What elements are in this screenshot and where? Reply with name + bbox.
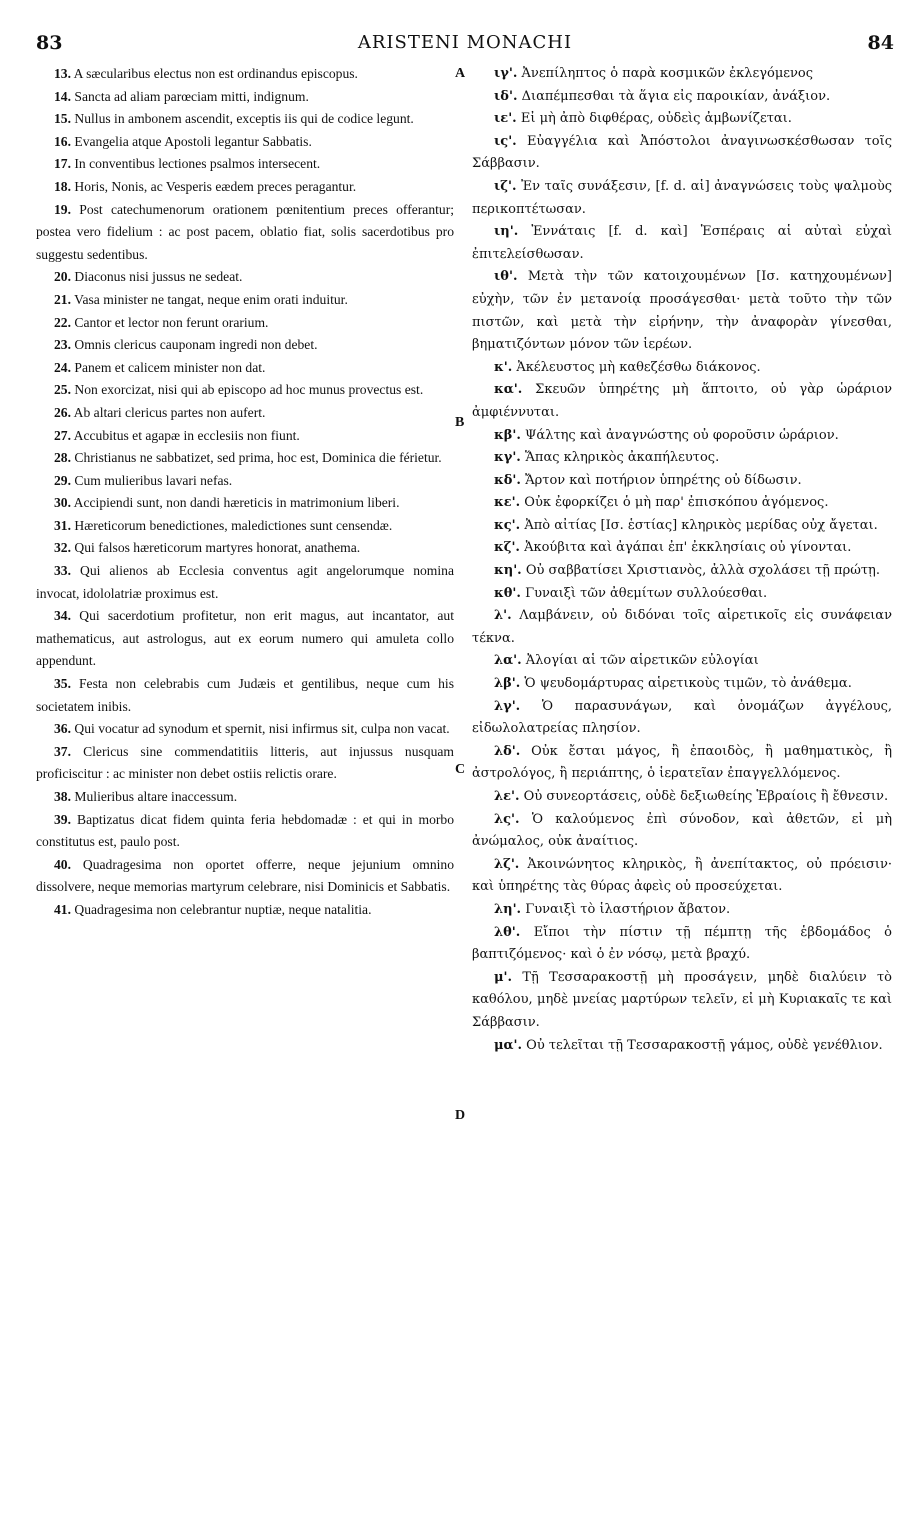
latin-canon-number: 39. xyxy=(54,811,71,827)
latin-canon-text: Ab altari clericus partes non aufert. xyxy=(73,404,266,420)
greek-canon-number: κη'. xyxy=(494,563,522,579)
greek-column xyxy=(472,63,892,1057)
greek-canon-number: λβ'. xyxy=(494,676,521,692)
greek-canon-21 xyxy=(472,696,892,741)
greek-canon-number: λη'. xyxy=(494,901,522,917)
greek-canon-text: Εἴποι τὴν πίστιν τῇ πέμπτῃ τῆς ἑβδομάδος ὁ βαπτιζόμενος· καὶ ὁ ἐν νόσῳ, μετὰ βραχύ. xyxy=(472,924,892,963)
latin-canon-text: Qui alienos ab Ecclesia conventus agit angelorumque nomina invocat, idololatriæ proximus est. xyxy=(36,563,454,601)
margin-letter-c: C xyxy=(455,762,466,777)
latin-canon-27 xyxy=(36,809,454,854)
greek-canon-text: Ἐν ταῖς συνάξεσιν, [f. d. αἱ] ἀναγνώσεις τοὺς ψαλμοὺς περικοπτέτωσαν. xyxy=(472,178,892,217)
greek-canon-number: ιθ'. xyxy=(494,269,518,285)
latin-canon-number: 15. xyxy=(54,111,71,127)
greek-canon-number: ις'. xyxy=(494,133,517,149)
latin-canon-16 xyxy=(36,447,454,470)
latin-canon-text: Baptizatus dicat fidem quinta feria hebdomadæ : et qui in morbo constitutus est, paulo post. xyxy=(36,811,454,850)
left-page-number: 83 xyxy=(36,32,63,54)
greek-canon-28 xyxy=(472,967,892,1035)
greek-canon-number: κβ'. xyxy=(494,427,521,443)
latin-canon-26 xyxy=(36,786,454,809)
greek-canon-number: ιε'. xyxy=(494,111,517,127)
greek-canon-3 xyxy=(472,108,892,131)
latin-canon-number: 14. xyxy=(54,88,71,104)
greek-canon-text: Ἄρτον καὶ ποτήριον ὑπηρέτης οὐ δίδωσιν. xyxy=(525,472,802,488)
greek-canon-text: Ἀλογίαι αἱ τῶν αἱρετικῶν εὐλογίαι xyxy=(525,653,759,669)
greek-canon-2 xyxy=(472,86,892,109)
latin-canon-text: Vasa minister ne tangat, neque enim orati induitur. xyxy=(74,291,348,307)
latin-canon-13 xyxy=(36,379,454,402)
latin-canon-29 xyxy=(36,899,454,922)
greek-canon-text: Ἀκούβιτα καὶ ἀγάπαι ἐπ' ἐκκλησίαις οὐ γίνονται. xyxy=(524,540,852,556)
latin-canon-12 xyxy=(36,357,454,380)
greek-canon-6 xyxy=(472,221,892,266)
greek-canon-number: μα'. xyxy=(494,1037,523,1053)
greek-canon-text: Οὐ συνεορτάσεις, οὐδὲ δεξιωθείης Ἑβραίοις ἢ ἔθνεσιν. xyxy=(523,789,889,804)
latin-canon-number: 16. xyxy=(54,133,71,149)
latin-canon-text: Panem et calicem minister non dat. xyxy=(74,359,266,375)
greek-canon-number: λα'. xyxy=(494,653,522,669)
latin-canon-text: Horis, Nonis, ac Vesperis eædem preces peragantur. xyxy=(74,178,357,194)
latin-canon-text: Nullus in ambonem ascendit, exceptis iis qui de codice legunt. xyxy=(74,111,414,127)
latin-canon-number: 20. xyxy=(54,269,71,285)
latin-canon-text: Cum mulieribus lavari nefas. xyxy=(74,472,233,488)
greek-canon-text: Εἰ μὴ ἀπὸ διφθέρας, οὐδεὶς ἀμβωνίζεται. xyxy=(520,111,792,127)
greek-canon-number: κζ'. xyxy=(494,540,520,556)
greek-canon-number: ιγ'. xyxy=(494,66,518,81)
greek-canon-22 xyxy=(472,741,892,786)
greek-canon-18 xyxy=(472,605,892,650)
latin-canon-20 xyxy=(36,537,454,560)
greek-canon-number: κ'. xyxy=(494,359,513,375)
latin-canon-1 xyxy=(36,63,454,86)
latin-canon-number: 41. xyxy=(54,901,71,917)
latin-canon-text: A sæcularibus electus non est ordinandus episcopus. xyxy=(73,66,358,81)
greek-canon-text: Σκευῶν ὑπηρέτης μὴ ἅπτοιτο, οὐ γὰρ ὡράριον ἀμφιέννυται. xyxy=(472,382,892,420)
latin-canon-number: 36. xyxy=(54,721,71,737)
latin-canon-number: 26. xyxy=(54,404,71,420)
latin-canon-text: Christianus ne sabbatizet, sed prima, hoc est, Dominica die férietur. xyxy=(74,450,442,466)
greek-canon-27 xyxy=(472,922,892,967)
latin-canon-5 xyxy=(36,153,454,176)
greek-canon-25 xyxy=(472,854,892,899)
latin-canon-14 xyxy=(36,402,454,425)
latin-canon-number: 24. xyxy=(54,359,71,375)
greek-canon-15 xyxy=(472,537,892,560)
greek-canon-text: Οὐ σαββατίσει Χριστιανὸς, ἀλλὰ σχολάσει τῇ πρώτῃ. xyxy=(525,563,880,579)
greek-canon-12 xyxy=(472,470,892,493)
greek-canon-text: Οὐκ ἔσται μάγος, ἢ ἐπαοιδὸς, ἢ μαθηματικὸς, ἢ ἀστρολόγος, ἢ περιάπτης, ὁ ἱερατεῖαν ἐπαγγελλόμενος. xyxy=(472,743,892,782)
greek-canon-text: Διαπέμπεσθαι τὰ ἅγια εἰς παροικίαν, ἀνάξιον. xyxy=(521,88,831,104)
greek-canon-5 xyxy=(472,176,892,221)
greek-canon-text: Γυναιξὶ τῶν ἀθεμίτων συλλούεσθαι. xyxy=(525,585,768,601)
greek-canon-text: Τῇ Τεσσαρακοστῇ μὴ προσάγειν, μηδὲ διαλύειν τὸ καθόλου, μηδὲ μνείας μαρτύρων τελεῖν, εἰ μὴ Κυριακαῖς τε καὶ Σάββασιν. xyxy=(472,969,892,1030)
greek-canon-text: Ἀπὸ αἰτίας [Ισ. ἑστίας] κληρικὸς μερίδας οὐχ ἄγεται. xyxy=(524,517,878,533)
greek-canon-number: λδ'. xyxy=(494,743,521,759)
latin-column xyxy=(36,63,454,922)
greek-canon-9 xyxy=(472,379,892,424)
greek-canon-number: κθ'. xyxy=(494,585,521,601)
latin-canon-18 xyxy=(36,492,454,515)
greek-canon-text: Οὐκ ἐφορκίζει ὁ μὴ παρ' ἐπισκόπου ἀγόμενος. xyxy=(524,495,829,511)
latin-canon-number: 31. xyxy=(54,517,71,533)
latin-canon-text: Diaconus nisi jussus ne sedeat. xyxy=(74,269,243,285)
latin-canon-7 xyxy=(36,199,454,267)
greek-canon-23 xyxy=(472,786,892,809)
latin-canon-number: 38. xyxy=(54,789,71,804)
latin-canon-text: Omnis clericus cauponam ingredi non debet. xyxy=(74,337,318,353)
greek-canon-26 xyxy=(472,899,892,922)
greek-canon-number: μ'. xyxy=(494,969,513,985)
greek-canon-24 xyxy=(472,809,892,854)
greek-canon-text: Ἅπας κληρικὸς ἀκαπήλευτος. xyxy=(524,450,720,466)
greek-canon-number: ιη'. xyxy=(494,224,519,240)
right-page-number: 84 xyxy=(867,32,894,54)
latin-canon-text: Non exorcizat, nisi qui ab episcopo ad hoc munus provectus est. xyxy=(74,382,424,398)
latin-canon-text: Sancta ad aliam parœciam mitti, indignum. xyxy=(74,88,309,104)
greek-canon-text: Ἀνεπίληπτος ὁ παρὰ κοσμικῶν ἐκλεγόμενος xyxy=(521,66,814,81)
greek-canon-text: Οὐ τελεῖται τῇ Τεσσαρακοστῇ γάμος, οὐδὲ γενέθλιον. xyxy=(526,1037,883,1053)
latin-canon-text: Post catechumenorum orationem pœnitentium preces offerantur; postea vero fidelium : ac post pacem, oblatio fiat, solis sacerdotibus pro suggestu sedentibus. xyxy=(36,201,454,262)
latin-canon-number: 25. xyxy=(54,382,71,398)
greek-canon-17 xyxy=(472,583,892,606)
greek-canon-text: Μετὰ τὴν τῶν κατοιχουμένων [Ισ. κατηχουμένων] εὐχὴν, τῶν ἐν μετανοίᾳ προσάγεσθαι· μετὰ τοῦτο τὴν τῶν πιστῶν, καὶ μετὰ τὴν εἰρήνην, τὴν ἀναφορὰν γίνεσθαι, βηματιζόντων μόνον τῶν ἱερέων. xyxy=(472,269,892,353)
margin-letter-b: B xyxy=(455,415,465,430)
greek-canon-number: λς'. xyxy=(494,811,520,827)
latin-canon-text: Clericus sine commendatitiis litteris, aut injussus nusquam proficiscitur : ac minister non debet ostiis relictis orare. xyxy=(36,743,455,782)
greek-canon-number: κα'. xyxy=(494,382,523,398)
greek-canon-29 xyxy=(472,1035,892,1058)
latin-canon-number: 23. xyxy=(54,337,71,353)
latin-canon-23 xyxy=(36,673,454,718)
greek-canon-11 xyxy=(472,447,892,470)
latin-canon-number: 21. xyxy=(54,291,71,307)
greek-canon-10 xyxy=(472,425,892,448)
latin-canon-text: Mulieribus altare inaccessum. xyxy=(74,789,238,804)
greek-canon-number: λγ'. xyxy=(494,698,521,714)
latin-canon-text: Qui falsos hæreticorum martyres honorat, anathema. xyxy=(74,540,361,556)
latin-canon-text: Hæreticorum benedictiones, maledictiones sunt censendæ. xyxy=(74,517,393,533)
latin-canon-19 xyxy=(36,515,454,538)
greek-canon-number: ιζ'. xyxy=(494,178,517,194)
greek-canon-number: λθ'. xyxy=(494,924,521,940)
latin-canon-2 xyxy=(36,86,454,109)
latin-canon-4 xyxy=(36,131,454,154)
greek-canon-text: Ἀκέλευστος μὴ καθεζέσθω διάκονος. xyxy=(516,359,761,375)
latin-canon-number: 22. xyxy=(54,314,71,330)
latin-canon-11 xyxy=(36,334,454,357)
latin-canon-text: Quadragesima non celebrantur nuptiæ, neque natalitia. xyxy=(74,901,372,917)
greek-canon-text: Γυναιξὶ τὸ ἱλαστήριον ἄβατον. xyxy=(525,901,731,917)
latin-canon-number: 32. xyxy=(54,540,71,556)
latin-canon-text: Accipiendi sunt, non dandi hæreticis in matrimonium liberi. xyxy=(73,495,400,511)
latin-canon-text: Quadragesima non oportet offerre, neque jejunium omnino dissolvere, neque memorias martyrum celebrare, nisi Dominicis et Sabbatis. xyxy=(36,856,454,895)
page-header xyxy=(36,32,894,62)
latin-canon-number: 17. xyxy=(54,156,71,172)
latin-canon-6 xyxy=(36,176,454,199)
latin-canon-28 xyxy=(36,854,454,899)
greek-canon-text: Εὐαγγέλια καὶ Ἀπόστολοι ἀναγινωσκέσθωσαν τοῖς Σάββασιν. xyxy=(472,133,892,172)
latin-canon-text: Qui sacerdotium profitetur, non erit magus, aut incantator, aut mathematicus, aut astrologus, aut ex eorum numero qui amuleta collo appendunt. xyxy=(36,608,454,669)
latin-canon-number: 40. xyxy=(54,856,71,872)
margin-letter-a: A xyxy=(455,66,466,81)
latin-canon-22 xyxy=(36,605,454,673)
greek-canon-4 xyxy=(472,131,892,176)
greek-canon-text: Ἐννάταις [f. d. καὶ] Ἑσπέραις αἱ αὐταὶ εὐχαὶ ἐπιτελείσθωσαν. xyxy=(472,224,892,262)
latin-canon-text: Accubitus et agapæ in ecclesiis non fiunt. xyxy=(73,427,300,443)
latin-canon-24 xyxy=(36,718,454,741)
latin-canon-17 xyxy=(36,470,454,493)
greek-canon-text: Ἀκοινώνητος κληρικὸς, ἢ ἀνεπίτακτος, οὐ πρόεισιν· καὶ ὑπηρέτης τὰς θύρας ἀφεὶς οὐ προσεύχεται. xyxy=(472,856,892,895)
latin-canon-number: 27. xyxy=(54,427,71,443)
greek-canon-number: λ'. xyxy=(494,608,512,624)
greek-canon-number: ιδ'. xyxy=(494,88,518,104)
latin-canon-number: 34. xyxy=(54,608,71,624)
latin-canon-text: Qui vocatur ad synodum et spernit, nisi infirmus sit, culpa non vacat. xyxy=(74,721,450,737)
latin-canon-number: 18. xyxy=(54,178,71,194)
latin-canon-number: 33. xyxy=(54,563,71,579)
greek-canon-16 xyxy=(472,560,892,583)
latin-canon-text: Cantor et lector non ferunt orarium. xyxy=(74,314,269,330)
greek-canon-text: Λαμβάνειν, οὐ διδόναι τοῖς αἱρετικοῖς εἰς συνάφειαν τέκνα. xyxy=(472,608,892,646)
latin-canon-number: 29. xyxy=(54,472,71,488)
greek-canon-20 xyxy=(472,673,892,696)
greek-canon-text: Ὁ παρασυνάγων, καὶ ὀνομάζων ἀγγέλους, εἰδωλολατρείας πλησίον. xyxy=(472,698,892,737)
greek-canon-13 xyxy=(472,492,892,515)
latin-canon-number: 35. xyxy=(54,676,71,692)
greek-canon-number: λζ'. xyxy=(494,856,520,872)
greek-canon-number: κγ'. xyxy=(494,450,521,466)
greek-canon-number: κε'. xyxy=(494,495,521,511)
latin-canon-9 xyxy=(36,289,454,312)
latin-canon-number: 37. xyxy=(54,743,71,759)
latin-canon-3 xyxy=(36,108,454,131)
latin-canon-8 xyxy=(36,266,454,289)
greek-canon-text: Ψάλτης καὶ ἀναγνώστης οὐ φοροῦσιν ὡράριον. xyxy=(525,427,839,443)
greek-canon-text: Ὁ καλούμενος ἐπὶ σύνοδον, καὶ ἀθετῶν, εἰ μὴ ἀνώμαλος, οὐκ ἀναίτιος. xyxy=(472,811,892,850)
greek-canon-number: κς'. xyxy=(494,517,521,533)
greek-canon-number: λε'. xyxy=(494,789,520,804)
greek-canon-14 xyxy=(472,515,892,538)
latin-canon-15 xyxy=(36,425,454,448)
latin-canon-25 xyxy=(36,741,454,786)
latin-canon-text: Festa non celebrabis cum Judæis et gentilibus, neque cum his societatem inibis. xyxy=(36,676,454,714)
latin-canon-number: 30. xyxy=(54,495,71,511)
latin-canon-number: 13. xyxy=(54,66,71,81)
latin-canon-text: Evangelia atque Apostoli legantur Sabbatis. xyxy=(74,133,312,149)
latin-canon-text: In conventibus lectiones psalmos intersecent. xyxy=(74,156,321,172)
latin-canon-number: 28. xyxy=(54,450,71,466)
greek-canon-7 xyxy=(472,266,892,356)
running-title: ARISTENI MONACHI xyxy=(357,32,573,53)
greek-canon-number: κδ'. xyxy=(494,472,521,488)
greek-canon-text: Ὁ ψευδομάρτυρας αἱρετικοὺς τιμῶν, τὸ ἀνάθεμα. xyxy=(524,676,852,692)
greek-canon-19 xyxy=(472,650,892,673)
greek-canon-8 xyxy=(472,357,892,380)
greek-canon-1 xyxy=(472,63,892,86)
latin-canon-21 xyxy=(36,560,454,605)
margin-letter-d: D xyxy=(455,1108,466,1123)
latin-canon-number: 19. xyxy=(54,201,71,217)
latin-canon-10 xyxy=(36,312,454,335)
